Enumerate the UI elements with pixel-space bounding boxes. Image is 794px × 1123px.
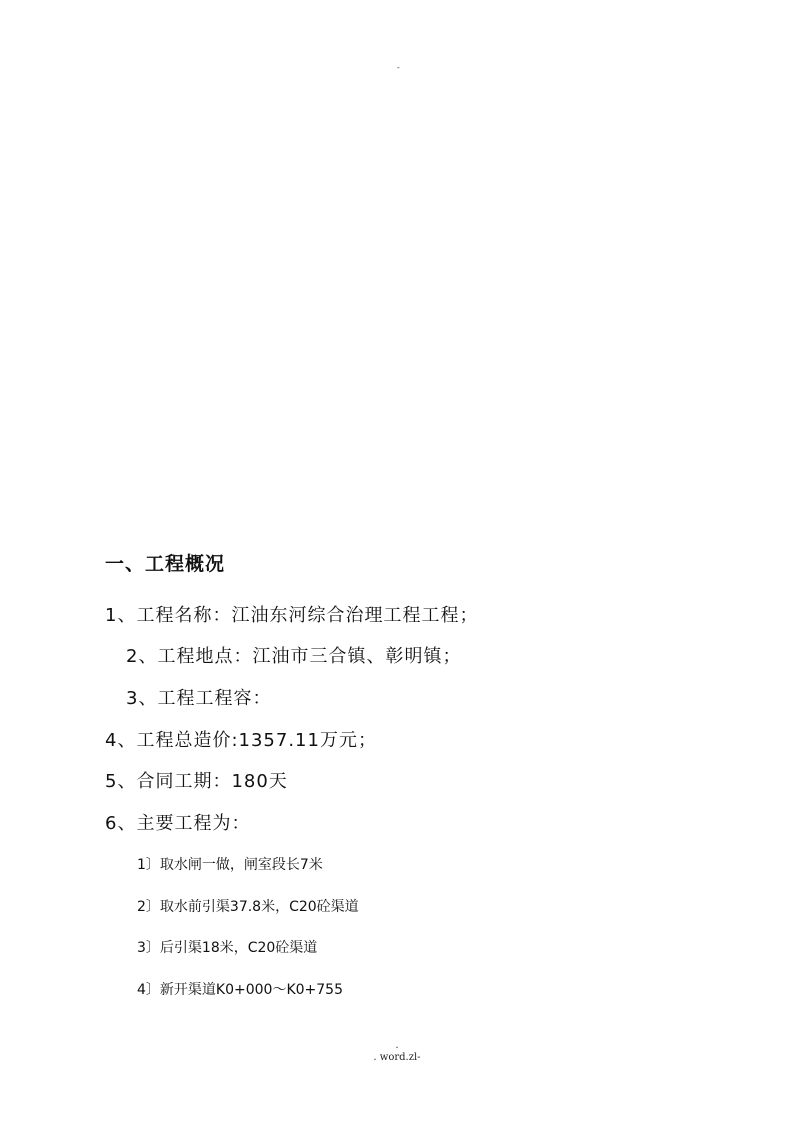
subitem-front-channel: 2〕取水前引渠37.8米，C20砼渠道 <box>137 899 359 915</box>
subitem-rear-channel: 3〕后引渠18米，C20砼渠道 <box>137 940 318 956</box>
section-heading: 一、工程概况 <box>105 553 226 575</box>
footer-dot: . <box>395 1040 399 1051</box>
footer-text: . word.zl- <box>373 1052 421 1063</box>
item-main-works: 6、主要工程为： <box>105 813 251 834</box>
subitem-intake-gate: 1〕取水闸一做，闸室段长7米 <box>137 857 323 873</box>
item-project-name: 1、工程名称：江油东河综合治理工程工程； <box>105 605 479 626</box>
item-project-content: 3、工程工程容： <box>126 688 272 709</box>
item-project-location: 2、工程地点：江油市三合镇、彰明镇； <box>126 646 462 667</box>
page-header-mark: - <box>397 63 400 72</box>
item-total-cost: 4、工程总造价:1357.11万元； <box>105 730 377 751</box>
item-contract-period: 5、合同工期：180天 <box>105 771 288 792</box>
page-footer <box>0 1040 794 1064</box>
subitem-new-channel: 4〕新开渠道K0+000～K0+755 <box>137 982 343 998</box>
